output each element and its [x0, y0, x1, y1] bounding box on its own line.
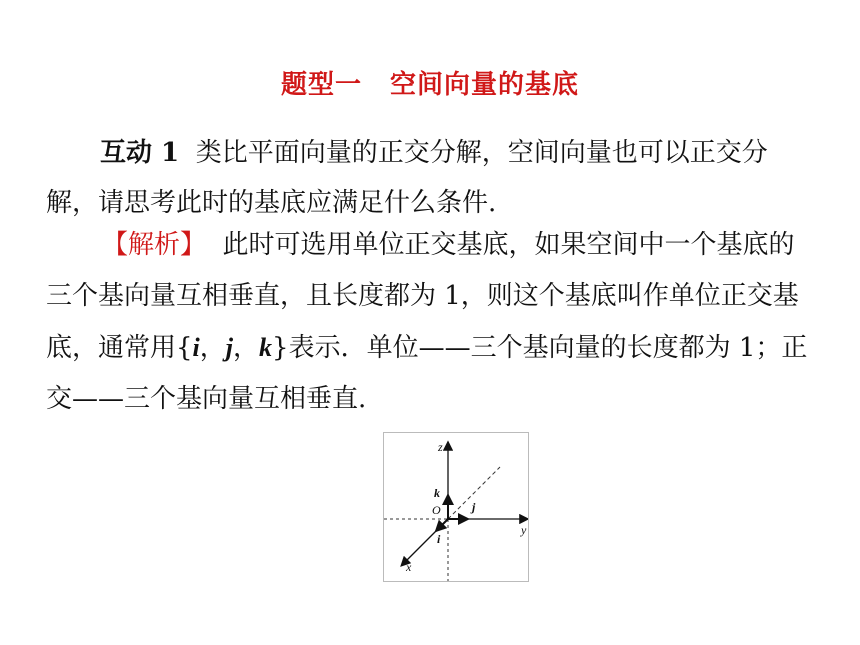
y-label: y: [521, 523, 527, 537]
section-topic: 空间向量的基底: [390, 70, 580, 100]
basis-sep-1: ，: [199, 333, 226, 363]
basis-k: k: [259, 333, 273, 362]
interaction-line-2: [46, 188, 860, 218]
analysis-label: 【解析】: [102, 230, 207, 260]
interaction-line-1: [100, 138, 820, 168]
origin-label: O: [432, 503, 441, 517]
i-label: i: [437, 532, 441, 546]
coordinate-diagram: [384, 433, 528, 581]
coordinate-figure: [383, 432, 529, 582]
basis-j: j: [225, 333, 234, 362]
x-label: x: [406, 560, 412, 574]
basis-sep-2: ，: [233, 333, 260, 363]
analysis-line-2: [46, 281, 860, 311]
analysis-text-3a: 底，通常用{: [46, 333, 193, 363]
basis-i: i: [192, 333, 200, 362]
z-label: z: [438, 440, 443, 454]
interaction-text-1: 类比平面向量的正交分解，空间向量也可以正交分: [195, 138, 768, 168]
analysis-text-2: 三个基向量互相垂直，且长度都为 1，则这个基底叫作单位正交基: [46, 281, 799, 311]
section-title: [0, 64, 860, 101]
interaction-text-2: 解，请思考此时的基底应满足什么条件.: [46, 188, 497, 218]
interaction-label: 互动 1: [100, 138, 180, 168]
analysis-text-4: 交——三个基向量互相垂直.: [46, 384, 367, 414]
analysis-line-4: [46, 384, 860, 414]
analysis-text-3b: }表示．单位——三个基向量的长度都为 1；正: [272, 333, 808, 363]
analysis-line-3: [46, 333, 860, 363]
k-label: k: [434, 486, 440, 500]
analysis-text-1: 此时可选用单位正交基底，如果空间中一个基底的: [222, 230, 795, 260]
j-label: j: [472, 500, 476, 514]
section-number: 题型一: [280, 70, 362, 100]
vector-i: [436, 519, 448, 531]
analysis-line-1: [102, 230, 860, 260]
